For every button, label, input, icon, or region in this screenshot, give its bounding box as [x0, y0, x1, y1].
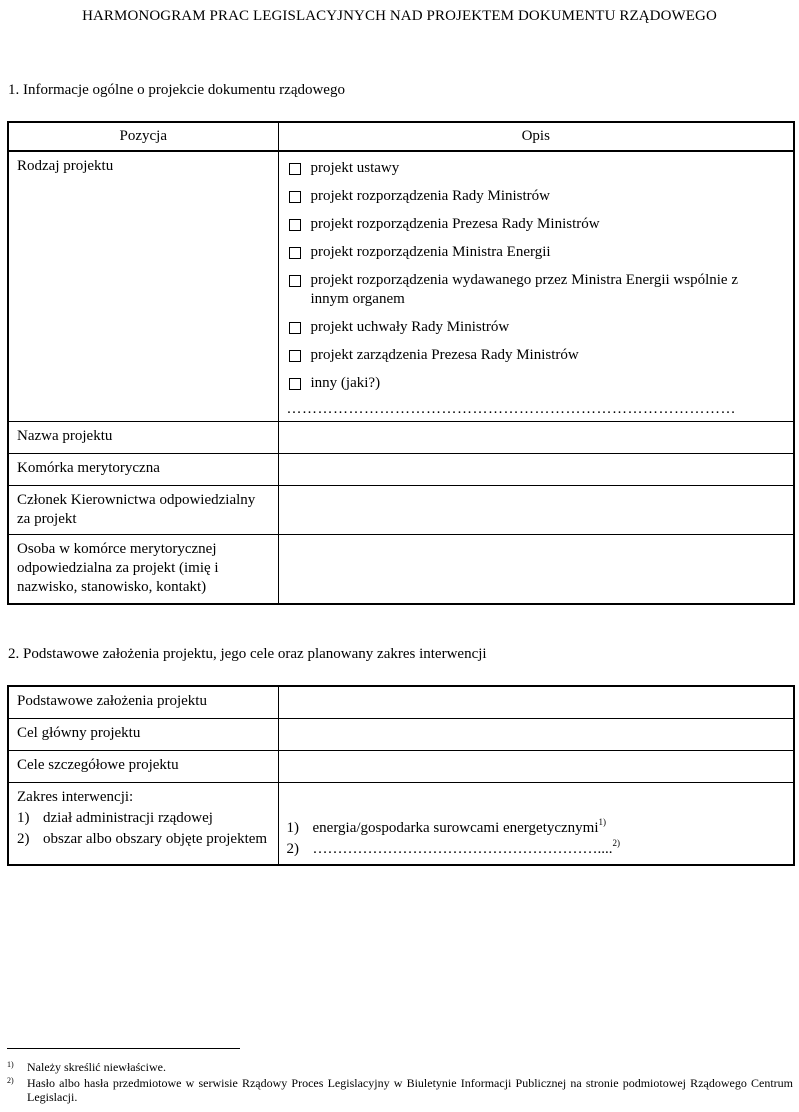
other-type-dots[interactable]: ……………………………………………………………………………: [286, 401, 736, 417]
checkbox-icon[interactable]: [289, 247, 301, 259]
item-text: dział administracji rządowej: [43, 809, 213, 826]
table-row: [8, 486, 794, 535]
footnote: [7, 1076, 793, 1104]
assumptions-label: Podstawowe założenia projektu: [8, 686, 278, 718]
project-type-option[interactable]: [287, 318, 786, 337]
section-2-heading: 2. Podstawowe założenia projektu, jego cele oraz planowany zakres interwencji: [8, 646, 487, 662]
specific-goals-label: Cele szczegółowe projektu: [8, 750, 278, 782]
footnote-ref[interactable]: 1): [598, 816, 607, 827]
item-text: energia/gospodarka surowcami energetycznymi$^{1)}$: [312, 816, 607, 836]
table-row: [8, 151, 794, 422]
project-type-option[interactable]: [287, 159, 786, 178]
project-type-option[interactable]: [287, 243, 786, 262]
project-type-label: Rodzaj projektu: [8, 151, 278, 422]
table-row: [8, 454, 794, 486]
option-label: projekt rozporządzenia wydawanego przez Ministra Energii wspólnie z innym organem: [310, 272, 738, 307]
checkbox-icon[interactable]: [289, 163, 301, 175]
option-label: projekt zarządzenia Prezesa Rady Ministrów: [310, 347, 579, 363]
list-item[interactable]: [286, 816, 786, 838]
scope-label: Zakres interwencji:: [17, 788, 134, 805]
checkbox-icon[interactable]: [289, 322, 301, 334]
column-header-description: Opis: [278, 122, 794, 151]
option-label: projekt ustawy: [310, 160, 400, 176]
table-row: [8, 718, 794, 750]
footnote: [7, 1060, 793, 1074]
list-item: [17, 830, 270, 849]
footnote-ref[interactable]: 2): [612, 837, 620, 848]
footnote-divider: [7, 1048, 240, 1049]
scope-values-cell: [278, 782, 794, 865]
table-header-row: [8, 122, 794, 151]
checkbox-icon[interactable]: [289, 219, 301, 231]
scope-items: [17, 809, 270, 849]
main-goal-value[interactable]: [278, 718, 794, 750]
project-type-options: [278, 151, 794, 422]
checkbox-icon[interactable]: [289, 275, 301, 287]
responsible-person-label: Osoba w komórce merytorycznej odpowiedzialna za projekt (imię i nazwisko, stanowisko, kontakt): [8, 535, 278, 605]
unit-value[interactable]: [278, 454, 794, 486]
item-number: 1): [17, 809, 30, 826]
table-row: [8, 750, 794, 782]
project-name-label: Nazwa projektu: [8, 422, 278, 454]
item-number: 1): [286, 819, 299, 836]
document-title: HARMONOGRAM PRAC LEGISLACYJNYCH NAD PROJEKTEM DOKUMENTU RZĄDOWEGO: [82, 8, 717, 24]
list-item: [17, 809, 270, 828]
unit-label: Komórka merytoryczna: [8, 454, 278, 486]
project-type-option[interactable]: [287, 346, 786, 365]
responsible-person-value[interactable]: [278, 535, 794, 605]
footnote-text: Hasło albo hasła przedmiotowe w serwisie Rządowy Proces Legislacyjny w Biuletynie Informacji Publicznej na stronie podmiotowej Rządowego Centrum Legislacji.: [27, 1076, 793, 1104]
assumptions-table: [7, 685, 795, 866]
table-row: [8, 535, 794, 605]
item-number: 2): [17, 830, 30, 847]
table-row: [8, 686, 794, 718]
option-label: projekt rozporządzenia Rady Ministrów: [310, 188, 551, 204]
option-label: projekt rozporządzenia Prezesa Rady Ministrów: [310, 216, 600, 232]
project-type-option[interactable]: [287, 374, 786, 393]
management-member-label: Członek Kierownictwa odpowiedzialny za projekt: [8, 486, 278, 535]
table-row: [8, 422, 794, 454]
scope-label-cell: [8, 782, 278, 865]
list-item[interactable]: [286, 837, 786, 859]
checkbox-icon[interactable]: [289, 350, 301, 362]
project-type-option[interactable]: [287, 215, 786, 234]
assumptions-value[interactable]: [278, 686, 794, 718]
project-type-option[interactable]: [287, 271, 786, 309]
general-info-table: [7, 121, 795, 605]
scope-values: [286, 816, 786, 859]
footnote-mark: 1): [7, 1060, 14, 1069]
footnote-mark: 2): [7, 1076, 14, 1085]
footnote-text: Należy skreślić niewłaściwe.: [27, 1060, 166, 1074]
option-label: projekt rozporządzenia Ministra Energii: [310, 244, 551, 260]
item-number: 2): [286, 840, 299, 857]
item-text: obszar albo obszary objęte projektem: [43, 830, 268, 847]
management-member-value[interactable]: [278, 486, 794, 535]
footnotes: [7, 1060, 793, 1106]
project-name-value[interactable]: [278, 422, 794, 454]
main-goal-label: Cel główny projektu: [8, 718, 278, 750]
option-label: inny (jaki?): [310, 375, 381, 391]
specific-goals-value[interactable]: [278, 750, 794, 782]
option-label: projekt uchwały Rady Ministrów: [310, 319, 510, 335]
column-header-position: Pozycja: [8, 122, 278, 151]
checkbox-icon[interactable]: [289, 191, 301, 203]
section-1-heading: 1. Informacje ogólne o projekcie dokumentu rządowego: [8, 82, 345, 98]
checkbox-icon[interactable]: [289, 378, 301, 390]
project-type-option[interactable]: [287, 187, 786, 206]
table-row: [8, 782, 794, 865]
item-text: …………………………………………………....$^{2)}$: [312, 837, 620, 857]
